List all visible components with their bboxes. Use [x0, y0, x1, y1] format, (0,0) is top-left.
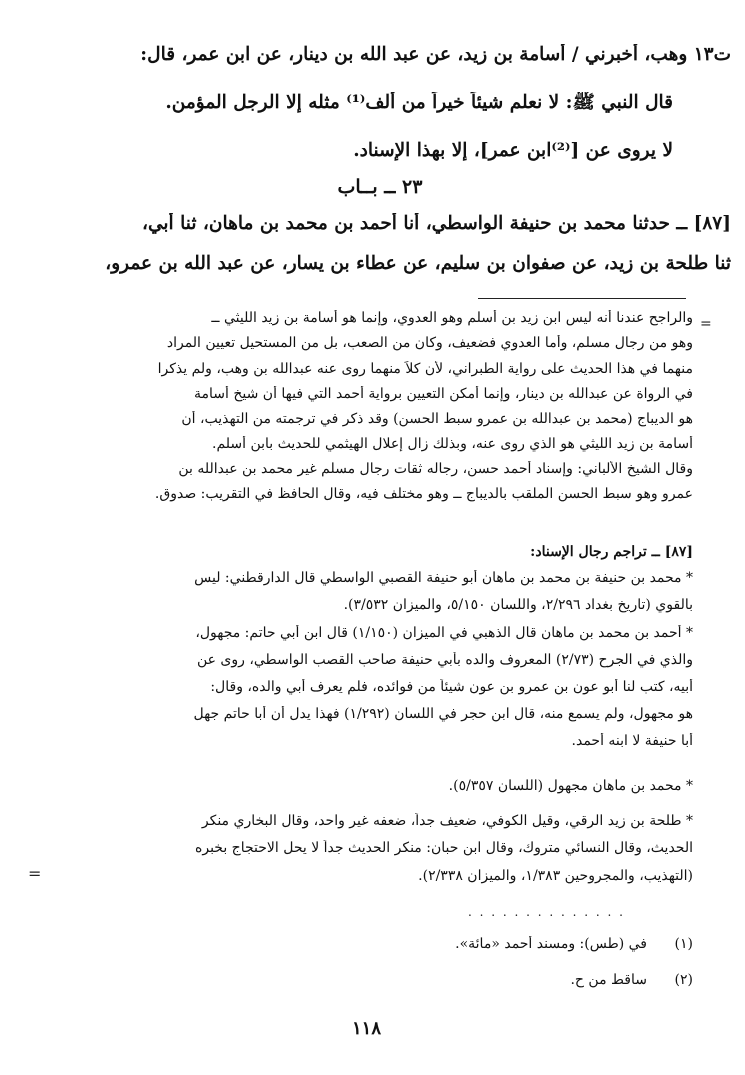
hadith-line-1: [٨٧] ــ حدثنا محمد بن حنيفة الواسطي، أنا أحمد بن محمد بن ماهان، ثنا أبي،: [142, 213, 731, 234]
narrator-line: * محمد بن حنيفة بن محمد بن ماهان أبو حنيفة القصبي الواسطي قال الدارقطني: ليس: [194, 570, 693, 586]
footnote-dots: . . . . . . . . . . . . . .: [468, 905, 625, 919]
footnote-number: (٢): [674, 972, 693, 988]
narrator-line: والذي في الجرح (٢/٧٣) المعروف والده بأبي حنيفة صاحب القصب الواسطي، روى عن: [196, 652, 693, 668]
footnote-separator: [478, 298, 686, 299]
commentary-line: منهما في هذا الحديث على رواية الطبراني، لأن كلاً منهما روى عنه عبدالله بن وهب، ولم يذكرا: [157, 361, 693, 377]
commentary-line: وقال الشيخ الألباني: وإسناد أحمد حسن، رجاله ثقات رجال مسلم غير محمد بن عبدالله بن: [178, 461, 693, 477]
commentary-line: هو الديباج (محمد بن عبدالله بن عمرو سبط الحسن) وقد ذكر في ترجمته من التهذيب، أن: [181, 411, 693, 427]
narrator-line: (التهذيب، والمجروحين ١/٣٨٣، والميزان ٢/٣٣٨).: [418, 868, 693, 884]
margin-mark-middle: =: [28, 864, 42, 883]
footnote-text: في (طس): ومسند أحمد «مائة».: [455, 936, 647, 952]
narrator-line: * محمد بن ماهان مجهول (اللسان ٥/٣٥٧).: [448, 778, 693, 794]
narrator-line: أبا حنيفة لا ابنه أحمد.: [571, 733, 693, 749]
main-text-line-1: ت١٣ وهب، أخبرني / أسامة بن زيد، عن عبد الله بن دينار، عن ابن عمر، قال:: [140, 44, 731, 65]
commentary-line: في الرواة عن عبدالله بن دينار، وإنما أمكن التعيين برواية أحمد التي فيها أن شيخ أسامة: [194, 386, 693, 402]
footnote-2: [293, 972, 693, 988]
hadith-line-2: ثنا طلحة بن زيد، عن صفوان بن سليم، عن عطاء بن يسار، عن عبد الله بن عمرو،: [105, 253, 731, 274]
footnote-text: ساقط من ح.: [570, 972, 647, 988]
commentary-line: وهو من رجال مسلم، وأما العدوي فضعيف، وكان من الصعب، بل من المستحيل تعيين المراد: [166, 335, 693, 351]
narrator-line: هو مجهول، ولم يسمع منه، قال ابن حجر في اللسان (١/٢٩٢) فهذا يدل أن أبا حاتم جهل: [193, 706, 693, 722]
main-text-line-3: لا يروى عن [⁽²⁾ابن عمر]، إلا بهذا الإسناد.: [353, 140, 673, 161]
narrators-heading: [٨٧] ــ تراجم رجال الإسناد:: [530, 544, 693, 560]
narrator-line: * أحمد بن محمد بن ماهان قال الذهبي في الميزان (١/١٥٠) قال ابن أبي حاتم: مجهول،: [195, 625, 693, 641]
footnote-1: [293, 936, 693, 952]
footnote-number: (١): [674, 936, 693, 952]
commentary-line: والراجح عندنا أنه ليس ابن زيد بن أسلم وهو العدوي، وإنما هو أسامة بن زيد الليثي ــ: [211, 310, 693, 326]
narrator-line: الحديث، وقال النسائي متروك، وقال ابن حبان: منكر الحديث جداً لا يحل الاحتجاج بخبره: [195, 840, 693, 856]
page-number: ١١٨: [352, 1018, 382, 1039]
commentary-line: أسامة بن زيد الليثي هو الذي روى عنه، وبذلك زال إعلال الهيثمي للحديث بابن أسلم.: [212, 436, 693, 452]
narrator-line: * طلحة بن زيد الرقي، وقيل الكوفي، ضعيف جداً، ضعفه غير واحد، وقال البخاري منكر: [201, 813, 693, 829]
commentary-line: عمرو وهو سبط الحسن الملقب بالديباج ــ وهو مختلف فيه، وقال الحافظ في التقريب: صدوق.: [154, 486, 693, 502]
main-text-line-2: قال النبي ﷺ: لا نعلم شيئاً خيراً من ألف⁽¹⁾ مثله إلا الرجل المؤمن.: [165, 92, 673, 113]
margin-mark-top: =: [700, 316, 712, 332]
narrator-line: بالقوي (تاريخ بغداد ٢/٢٩٦، واللسان ٥/١٥٠، والميزان ٣/٥٣٢).: [343, 597, 693, 613]
chapter-heading: ٢٣ ــ بــاب: [337, 176, 423, 198]
narrator-line: أبيه، كتب لنا أبو عون بن عمرو بن عون شيئاً من فوائده، فلم يعرف أبي والده، وقال:: [210, 679, 693, 695]
